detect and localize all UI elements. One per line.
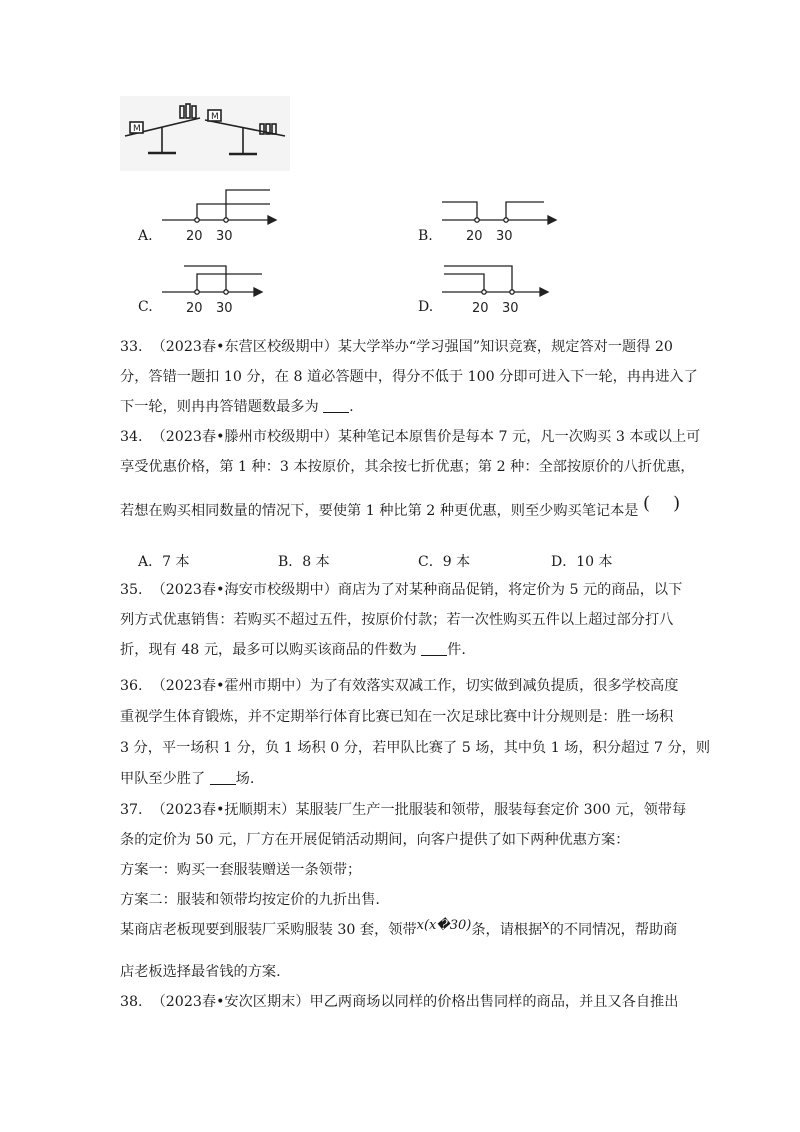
- q34-option-d[interactable]: D．10 本: [551, 554, 613, 570]
- q37-line-1: 37. （2023春•抚顺期末）某服装厂生产一批服装和领带，服装每套定价 300 元，领带每: [120, 802, 687, 818]
- option-d-numberline: [440, 258, 560, 320]
- q37-line-3: 方案一：购买一套服装赠送一条领带；: [120, 862, 362, 878]
- q36-line-2: 重视学生体育锻炼，并不定期举行体育比赛已知在一次足球比赛中计分规则是：胜一场积: [120, 709, 674, 725]
- q37-text-3: 的不同情况，帮助商: [549, 922, 678, 938]
- answer-blank[interactable]: [421, 641, 447, 656]
- q35-line-3: [120, 640, 690, 660]
- balance-scale-figure: [120, 96, 290, 171]
- tick-20: 20: [466, 229, 483, 244]
- q36-line-4: [120, 769, 690, 789]
- option-c-numberline: [160, 258, 280, 320]
- q37-line-2: 条的定价为 50 元，厂方在开展促销活动期间，向客户提供了如下两种优惠方案：: [120, 832, 630, 848]
- q36-line-3: 3 分，平一场积 1 分，负 1 场积 0 分，若甲队比赛了 5 场，其中负 1 场，积分超过 7 分，则: [120, 740, 711, 756]
- q34-option-b[interactable]: B．8 本: [278, 554, 330, 570]
- option-d-label[interactable]: D.: [418, 299, 434, 315]
- q34-line-1: 34. （2023春•滕州市校级期中）某种笔记本原售价是每本 7 元，凡一次购买 3 本或以上可: [120, 429, 701, 445]
- m-weight-label: M: [133, 124, 141, 134]
- option-b-numberline: [440, 186, 560, 248]
- tick-30: 30: [496, 229, 513, 244]
- option-a-label[interactable]: A.: [138, 228, 153, 244]
- q37-line-6: 店老板选择最省钱的方案.: [120, 964, 281, 980]
- q34-text: 若想在购买相同数量的情况下，要使第 1 种比第 2 种更优惠，则至少购买笔记本是: [120, 503, 639, 519]
- right-paren: ): [673, 493, 681, 514]
- q36-text: 甲队至少胜了: [120, 771, 206, 787]
- math-variable: x: [542, 918, 550, 933]
- left-paren: (: [643, 493, 651, 514]
- answer-blank[interactable]: [323, 398, 349, 413]
- q33-line-1: 33. （2023春•东营区校级期中）某大学举办“学习强国”知识竞赛，规定答对一题得 20: [120, 339, 673, 355]
- tick-20: 20: [186, 301, 203, 316]
- q33-line-2: 分，答错一题扣 10 分，在 8 道必答题中，得分不低于 100 分即可进入下一轮，冉冉进入了: [120, 369, 698, 385]
- q33-end: .: [349, 399, 354, 415]
- q37-line-4: 方案二：服装和领带均按定价的九折出售.: [120, 892, 380, 908]
- tick-30: 30: [216, 229, 233, 244]
- q36-line-1: 36. （2023春•霍州市期中）为了有效落实双减工作，切实做到减负提质，很多学校高度: [120, 678, 679, 694]
- q37-text: 某商店老板现要到服装厂采购服装 30 套，领带: [120, 922, 417, 938]
- m-weight-label-right: M: [211, 112, 219, 122]
- math-expression: x(x�30): [416, 918, 472, 933]
- q35-line-2: 列方式优惠销售：若购买不超过五件，按原价付款；若一次性购买五件以上超过部分打八: [120, 612, 674, 628]
- q34-option-c[interactable]: C．9 本: [418, 554, 471, 570]
- q34-line-2: 享受优惠价格，第 1 种：3 本按原价，其余按七折优惠；第 2 种：全部按原价的八折优惠，: [120, 459, 695, 475]
- option-c-label[interactable]: C.: [138, 299, 153, 315]
- q33-text: 下一轮，则冉冉答错题数最多为: [120, 399, 319, 415]
- q37-line-5: [120, 920, 690, 941]
- tick-20: 20: [186, 229, 203, 244]
- q35-end: 件.: [447, 642, 466, 658]
- option-a-numberline: [160, 186, 280, 248]
- q35-text: 折，现有 48 元，最多可以购买该商品的件数为: [120, 642, 417, 658]
- tick-20: 20: [472, 301, 489, 316]
- tick-30: 30: [502, 301, 519, 316]
- q38-line-1: 38. （2023春•安次区期末）甲乙两商场以同样的价格出售同样的商品，并且又各自推出: [120, 994, 679, 1010]
- q35-line-1: 35. （2023春•海安市校级期中）商店为了对某种商品促销，将定价为 5 元的商品，以下: [120, 582, 683, 598]
- q34-option-a[interactable]: A．7 本: [138, 554, 190, 570]
- q37-text-2: 条，请根据: [471, 922, 543, 938]
- q36-end: 场.: [235, 771, 255, 787]
- option-b-label[interactable]: B.: [418, 228, 433, 244]
- answer-blank[interactable]: [210, 770, 236, 785]
- tick-30: 30: [216, 301, 233, 316]
- q34-line-3: [120, 493, 690, 521]
- q33-line-3: [120, 397, 690, 417]
